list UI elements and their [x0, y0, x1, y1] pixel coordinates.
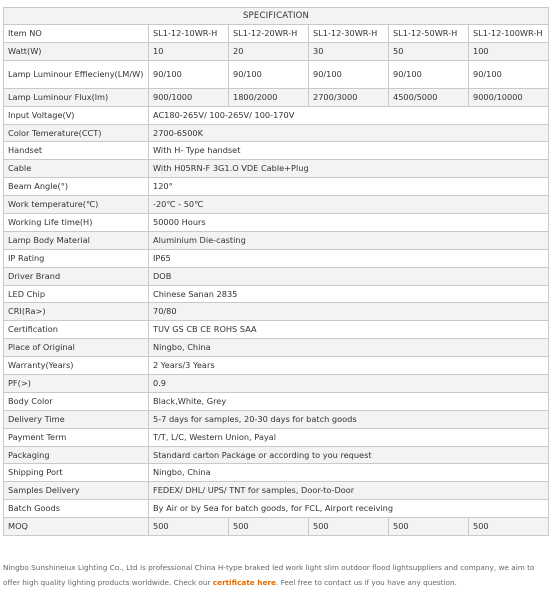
footer-text-end: . Feel free to contact us if you have any question. [276, 577, 457, 587]
row-value: Chinese Sanan 2835 [149, 285, 549, 303]
row-value-cell: SL1-12-30WR-H [309, 25, 389, 43]
row-value: Black,White, Grey [149, 392, 549, 410]
footer-note [3, 561, 548, 590]
row-value: DOB [149, 267, 549, 285]
row-value-cell: 90/100 [229, 60, 309, 88]
table-row [4, 392, 549, 410]
row-value-cell: 90/100 [389, 60, 469, 88]
row-value-cell: SL1-12-20WR-H [229, 25, 309, 43]
row-value-cell: SL1-12-10WR-H [149, 25, 229, 43]
row-label: Shipping Port [4, 464, 149, 482]
row-value: Ningbo, China [149, 464, 549, 482]
table-row [4, 42, 549, 60]
row-label: Input Voltage(V) [4, 106, 149, 124]
row-label: Working Life time(H) [4, 214, 149, 232]
row-value: With H05RN-F 3G1.O VDE Cable+Plug [149, 160, 549, 178]
row-value: 2700-6500K [149, 124, 549, 142]
certificate-link[interactable]: certificate here [212, 577, 276, 587]
row-value: IP65 [149, 249, 549, 267]
row-value-cell: 2700/3000 [309, 88, 389, 106]
row-value-cell: 10 [149, 42, 229, 60]
row-value-cell: 90/100 [309, 60, 389, 88]
table-row [4, 500, 549, 518]
specification-table [3, 7, 549, 536]
table-row [4, 231, 549, 249]
row-label: Warranty(Years) [4, 357, 149, 375]
table-title: SPECIFICATION [4, 8, 549, 25]
row-value: 50000 Hours [149, 214, 549, 232]
row-value: With H- Type handset [149, 142, 549, 160]
table-row [4, 446, 549, 464]
row-label: Item NO [4, 25, 149, 43]
table-row [4, 518, 549, 536]
row-label: IP Rating [4, 249, 149, 267]
row-value-cell: 500 [309, 518, 389, 536]
row-value: 0.9 [149, 375, 549, 393]
row-value-cell: SL1-12-100WR-H [469, 25, 549, 43]
row-label: Color Temerature(CCT) [4, 124, 149, 142]
row-value: AC180-265V/ 100-265V/ 100-170V [149, 106, 549, 124]
table-row [4, 464, 549, 482]
row-value: 70/80 [149, 303, 549, 321]
row-value-cell: 1800/2000 [229, 88, 309, 106]
table-row [4, 60, 549, 88]
row-label: CRI(Ra>) [4, 303, 149, 321]
table-row [4, 267, 549, 285]
table-row [4, 428, 549, 446]
row-value-cell: 50 [389, 42, 469, 60]
table-row [4, 124, 549, 142]
table-header-row [4, 8, 549, 25]
table-row [4, 196, 549, 214]
row-value: 120° [149, 178, 549, 196]
table-row [4, 303, 549, 321]
row-label: Samples Delivery [4, 482, 149, 500]
row-value: Aluminium Die-casting [149, 231, 549, 249]
row-value-cell: 4500/5000 [389, 88, 469, 106]
row-label: PF(>) [4, 375, 149, 393]
row-value: 2 Years/3 Years [149, 357, 549, 375]
row-label: Packaging [4, 446, 149, 464]
row-value-cell: 500 [149, 518, 229, 536]
table-row [4, 88, 549, 106]
row-value-cell: 100 [469, 42, 549, 60]
row-value-cell: 30 [309, 42, 389, 60]
table-row [4, 160, 549, 178]
row-value: FEDEX/ DHL/ UPS/ TNT for samples, Door-to-Door [149, 482, 549, 500]
row-value-cell: 500 [389, 518, 469, 536]
row-label: Lamp Body Material [4, 231, 149, 249]
table-row [4, 357, 549, 375]
specification-table-container [3, 7, 548, 536]
table-row [4, 375, 549, 393]
row-value: By Air or by Sea for batch goods, for FCL, Airport receiving [149, 500, 549, 518]
row-label: Place of Original [4, 339, 149, 357]
row-label: Driver Brand [4, 267, 149, 285]
row-value: Ningbo, China [149, 339, 549, 357]
table-row [4, 339, 549, 357]
row-label: Delivery Time [4, 410, 149, 428]
row-value-cell: 9000/10000 [469, 88, 549, 106]
row-label: Work temperature(℃) [4, 196, 149, 214]
table-row [4, 106, 549, 124]
table-row [4, 285, 549, 303]
row-value-cell: 20 [229, 42, 309, 60]
table-row [4, 410, 549, 428]
table-row [4, 482, 549, 500]
row-label: Beam Angle(°) [4, 178, 149, 196]
row-label: LED Chip [4, 285, 149, 303]
row-label: Lamp Luminour Flux(lm) [4, 88, 149, 106]
row-label: Handset [4, 142, 149, 160]
row-value: Standard carton Package or according to you request [149, 446, 549, 464]
row-value: T/T, L/C, Western Union, Payal [149, 428, 549, 446]
table-row [4, 25, 549, 43]
row-value: 5-7 days for samples, 20-30 days for batch goods [149, 410, 549, 428]
row-value: -20℃ - 50℃ [149, 196, 549, 214]
table-row [4, 178, 549, 196]
row-value: TUV GS CB CE ROHS SAA [149, 321, 549, 339]
row-value-cell: 90/100 [469, 60, 549, 88]
footer-text: Ningbo Sunshineiux Lighting Co., Ltd is professional China H-type braked led work light slim outdoor flood lightsuppliers and company, we aim to offer high quality lighting products worldwide. Check our [3, 563, 535, 587]
row-label: Certification [4, 321, 149, 339]
row-value-cell: SL1-12-50WR-H [389, 25, 469, 43]
row-label: Watt(W) [4, 42, 149, 60]
row-label: MOQ [4, 518, 149, 536]
table-row [4, 249, 549, 267]
table-row [4, 142, 549, 160]
row-label: Lamp Luminour Effiecieny(LM/W) [4, 60, 149, 88]
row-label: Body Color [4, 392, 149, 410]
row-label: Batch Goods [4, 500, 149, 518]
row-value-cell: 90/100 [149, 60, 229, 88]
table-row [4, 214, 549, 232]
row-value-cell: 500 [469, 518, 549, 536]
row-value-cell: 900/1000 [149, 88, 229, 106]
row-value-cell: 500 [229, 518, 309, 536]
table-row [4, 321, 549, 339]
row-label: Cable [4, 160, 149, 178]
row-label: Payment Term [4, 428, 149, 446]
